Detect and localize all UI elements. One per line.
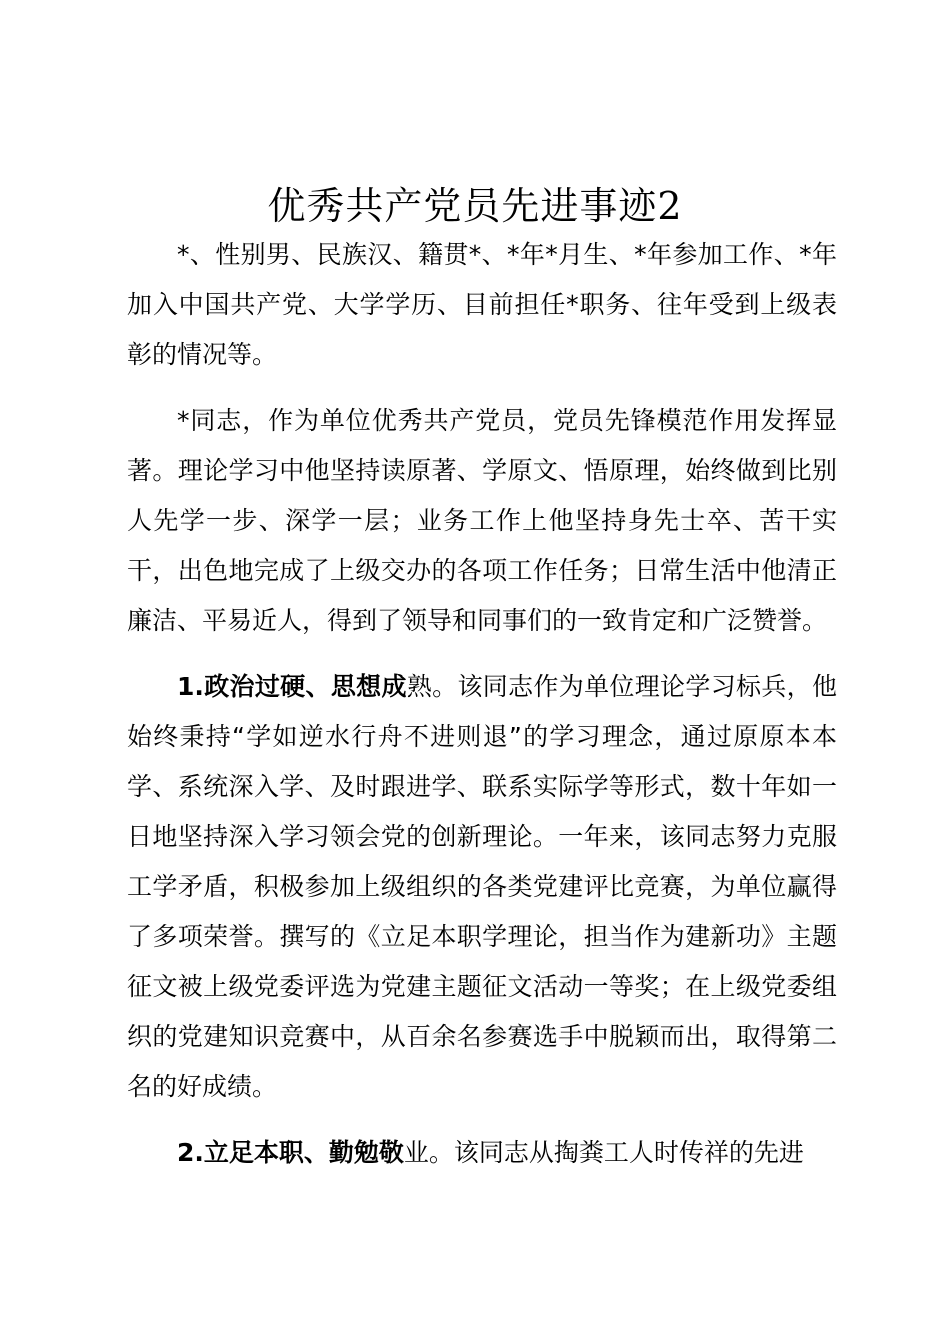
paragraph-dedication <box>127 1128 837 1178</box>
document-title: 优秀共产党员先进事迹2 <box>267 184 683 228</box>
paragraph-political <box>127 662 837 1112</box>
paragraph-profile <box>127 230 837 380</box>
paragraph-text: *同志，作为单位优秀共产党员，党员先锋模范作用发挥显著。理论学习中他坚持读原著、学原文、悟原理，始终做到比别人先学一步、深学一层；业务工作上他坚持身先士卒、苦干实干，出色地完成了上级交办的各项工作任务；日常生活中他清正廉洁、平易近人，得到了领导和同事们的一致肯定和广泛赞誉。 <box>127 406 837 635</box>
paragraph-text: 熟。该同志作为单位理论学习标兵，他始终秉持“学如逆水行舟不进则退”的学习理念，通过原原本本学、系统深入学、及时跟进学、联系实际学等形式，数十年如一日地坚持深入学习领会党的创新理论。一年来，该同志努力克服工学矛盾，积极参加上级组织的各类党建评比竞赛，为单位赢得了多项荣誉。撰写的《立足本职学理论，担当作为建新功》主题征文被上级党委评选为党建主题征文活动一等奖；在上级党委组织的党建知识竞赛中，从百余名参赛选手中脱颖而出，取得第二名的好成绩。 <box>127 672 837 1101</box>
paragraph-text: 业。该同志从掏粪工人时传祥的先进 <box>403 1138 804 1167</box>
paragraph-heading: 1.政治过硬、思想成 <box>177 672 407 701</box>
document-body <box>127 230 837 1194</box>
paragraph-summary <box>127 396 837 646</box>
paragraph-heading: 2.立足本职、勤勉敬 <box>177 1138 404 1167</box>
paragraph-text: *、性别男、民族汉、籍贯*、*年*月生、*年参加工作、*年加入中国共产党、大学学历、目前担任*职务、往年受到上级表彰的情况等。 <box>127 240 837 369</box>
